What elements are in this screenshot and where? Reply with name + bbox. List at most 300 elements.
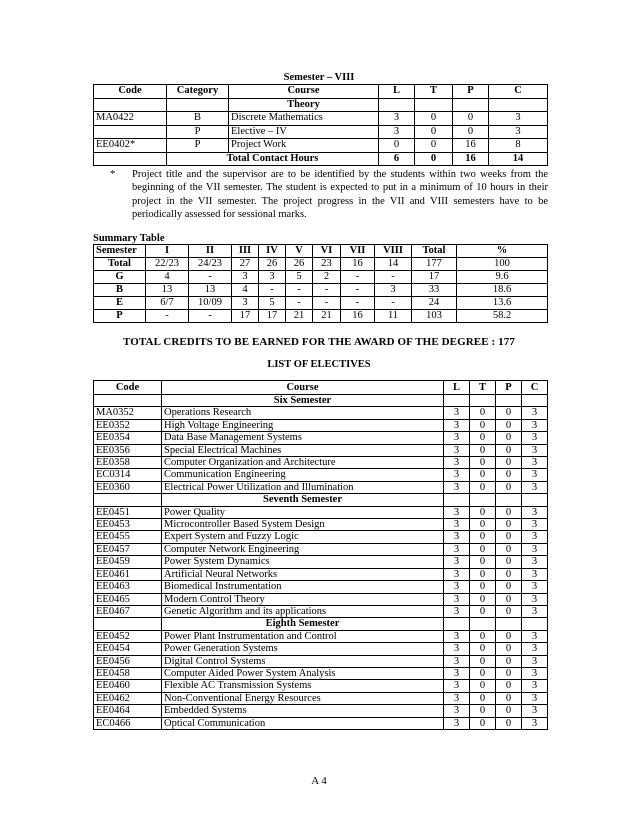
course-name: Power Generation Systems <box>162 643 444 655</box>
semester-section-row <box>94 395 548 407</box>
summary-header-cell: VII <box>341 245 375 258</box>
table-row <box>94 593 548 605</box>
summary-cell: - <box>313 284 341 297</box>
course-name: Operations Research <box>162 407 444 419</box>
course-l: 3 <box>444 581 470 593</box>
table-row <box>94 469 548 481</box>
course-t: 0 <box>470 407 496 419</box>
course-l: 3 <box>444 407 470 419</box>
course-c: 3 <box>522 556 548 568</box>
course-name: Discrete Mathematics <box>229 112 379 126</box>
course-name: Computer Network Engineering <box>162 543 444 555</box>
course-l: 3 <box>444 692 470 704</box>
course-c: 3 <box>522 444 548 456</box>
course-code: EE0458 <box>94 667 162 679</box>
summary-cell: 3 <box>259 271 286 284</box>
course-name: Communication Engineering <box>162 469 444 481</box>
summary-cell: 33 <box>412 284 457 297</box>
course-name: Computer Aided Power System Analysis <box>162 667 444 679</box>
course-l: 3 <box>444 444 470 456</box>
course-code: EE0467 <box>94 605 162 617</box>
footnote-marker: * <box>110 169 116 180</box>
col-header-l: L <box>379 85 415 99</box>
course-name: Genetic Algorithm and its applications <box>162 605 444 617</box>
course-c: 3 <box>522 692 548 704</box>
course-l: 3 <box>379 125 415 139</box>
summary-cell: 27 <box>232 258 259 271</box>
total-contact-hours-label: Total Contact Hours <box>167 152 379 166</box>
table-row <box>94 112 548 126</box>
course-p: 0 <box>496 444 522 456</box>
course-p: 0 <box>496 519 522 531</box>
course-t: 0 <box>470 481 496 493</box>
course-p: 0 <box>496 568 522 580</box>
course-c: 3 <box>489 125 548 139</box>
course-code: MA0352 <box>94 407 162 419</box>
course-p: 0 <box>496 531 522 543</box>
summary-cell: - <box>286 297 313 310</box>
course-c: 3 <box>522 593 548 605</box>
course-code: EE0457 <box>94 543 162 555</box>
course-c: 3 <box>522 481 548 493</box>
summary-cell: - <box>341 271 375 284</box>
course-l: 3 <box>444 605 470 617</box>
table-row <box>94 692 548 704</box>
footnote-text: Project title and the supervisor are to be identified by the students within two weeks from the beginning of the VII semester. The student is expected to put in a minimum of 10 hours in their project in the VII semester. The project progress in the VII and VIII semesters have to be periodically assessed for sessional marks. <box>132 169 548 220</box>
summary-header-cell: Semester <box>94 245 146 258</box>
summary-cell: 13 <box>189 284 232 297</box>
course-p: 0 <box>496 407 522 419</box>
table-row <box>94 630 548 642</box>
course-t: 0 <box>470 717 496 729</box>
summary-cell: Total <box>94 258 146 271</box>
course-c: 3 <box>522 581 548 593</box>
course-code: EE0456 <box>94 655 162 667</box>
project-footnote <box>110 168 548 221</box>
table-row <box>94 655 548 667</box>
course-l: 3 <box>444 643 470 655</box>
course-t: 0 <box>470 655 496 667</box>
col-header-course: Course <box>229 85 379 99</box>
course-c: 3 <box>522 543 548 555</box>
summary-cell: 177 <box>412 258 457 271</box>
table-row <box>94 444 548 456</box>
col-header-category: Category <box>167 85 229 99</box>
course-code: EE0462 <box>94 692 162 704</box>
course-code: EE0451 <box>94 506 162 518</box>
summary-header-cell: Total <box>412 245 457 258</box>
course-l: 3 <box>444 630 470 642</box>
course-p: 0 <box>453 125 489 139</box>
course-name: High Voltage Engineering <box>162 419 444 431</box>
summary-cell: - <box>189 271 232 284</box>
course-t: 0 <box>470 519 496 531</box>
semester-section-label: Six Semester <box>162 395 444 407</box>
course-category: P <box>167 139 229 153</box>
summary-cell: 18.6 <box>457 284 548 297</box>
summary-cell: 16 <box>341 258 375 271</box>
summary-row <box>94 284 548 297</box>
course-name: Non-Conventional Energy Resources <box>162 692 444 704</box>
course-t: 0 <box>470 419 496 431</box>
course-t: 0 <box>470 432 496 444</box>
summary-cell: 103 <box>412 310 457 323</box>
summary-cell: - <box>341 297 375 310</box>
col-header-t: T <box>415 85 453 99</box>
course-p: 0 <box>496 605 522 617</box>
empty-cell <box>444 494 470 506</box>
summary-header-cell: % <box>457 245 548 258</box>
empty-cell <box>496 494 522 506</box>
table-row <box>94 419 548 431</box>
course-c: 3 <box>522 667 548 679</box>
summary-cell: 24/23 <box>189 258 232 271</box>
col-header-code: Code <box>94 381 162 395</box>
summary-cell: - <box>341 284 375 297</box>
course-t: 0 <box>470 593 496 605</box>
table-row <box>94 531 548 543</box>
empty-cell <box>522 618 548 630</box>
electives-title: LIST OF ELECTIVES <box>267 359 371 370</box>
semester-section-row <box>94 494 548 506</box>
summary-cell: E <box>94 297 146 310</box>
course-l: 0 <box>379 139 415 153</box>
course-l: 3 <box>444 432 470 444</box>
course-code: EE0460 <box>94 680 162 692</box>
course-name: Optical Communication <box>162 717 444 729</box>
course-c: 3 <box>522 531 548 543</box>
course-c: 3 <box>522 519 548 531</box>
course-c: 3 <box>522 605 548 617</box>
section-row <box>94 98 548 112</box>
course-t: 0 <box>470 680 496 692</box>
table-row <box>94 568 548 580</box>
summary-header <box>94 245 548 258</box>
course-t: 0 <box>470 568 496 580</box>
course-c: 3 <box>489 112 548 126</box>
col-header-t: T <box>470 381 496 395</box>
table-row <box>94 457 548 469</box>
empty-cell <box>444 395 470 407</box>
summary-cell: 23 <box>313 258 341 271</box>
course-p: 0 <box>496 705 522 717</box>
course-t: 0 <box>470 605 496 617</box>
empty-cell <box>496 395 522 407</box>
course-code: EE0461 <box>94 568 162 580</box>
table-row <box>94 481 548 493</box>
course-p: 0 <box>496 630 522 642</box>
course-code <box>94 125 167 139</box>
course-t: 0 <box>470 667 496 679</box>
summary-cell: 100 <box>457 258 548 271</box>
course-c: 3 <box>522 457 548 469</box>
course-l: 3 <box>444 469 470 481</box>
course-c: 3 <box>522 655 548 667</box>
semester-section-row <box>94 618 548 630</box>
course-code: EE0455 <box>94 531 162 543</box>
course-t: 0 <box>470 444 496 456</box>
course-t: 0 <box>470 469 496 481</box>
summary-header-cell: I <box>146 245 189 258</box>
table-row <box>94 139 548 153</box>
course-l: 3 <box>444 457 470 469</box>
course-l: 3 <box>444 667 470 679</box>
table-row <box>94 667 548 679</box>
summary-cell: 24 <box>412 297 457 310</box>
course-code: EE0454 <box>94 643 162 655</box>
total-row <box>94 152 548 166</box>
total-credits-heading: TOTAL CREDITS TO BE EARNED FOR THE AWARD OF THE DEGREE : 177 <box>123 336 515 348</box>
course-l: 3 <box>444 481 470 493</box>
course-l: 3 <box>444 506 470 518</box>
course-p: 0 <box>496 432 522 444</box>
course-code: EE0453 <box>94 519 162 531</box>
course-c: 3 <box>522 643 548 655</box>
course-l: 3 <box>444 556 470 568</box>
summary-cell: 4 <box>232 284 259 297</box>
course-c: 3 <box>522 680 548 692</box>
course-p: 0 <box>496 643 522 655</box>
course-t: 0 <box>470 556 496 568</box>
course-name: Expert System and Fuzzy Logic <box>162 531 444 543</box>
course-c: 3 <box>522 407 548 419</box>
summary-table <box>93 244 548 323</box>
summary-header-cell: IV <box>259 245 286 258</box>
course-l: 3 <box>444 705 470 717</box>
summary-cell: - <box>259 284 286 297</box>
summary-table-title: Summary Table <box>93 233 165 244</box>
empty-cell <box>444 618 470 630</box>
summary-cell: 17 <box>412 271 457 284</box>
course-name: Flexible AC Transmission Systems <box>162 680 444 692</box>
course-p: 0 <box>496 667 522 679</box>
table-row <box>94 717 548 729</box>
summary-row <box>94 271 548 284</box>
summary-cell: - <box>146 310 189 323</box>
course-t: 0 <box>470 630 496 642</box>
summary-header-cell: VIII <box>375 245 412 258</box>
summary-cell: 17 <box>259 310 286 323</box>
course-l: 3 <box>444 531 470 543</box>
summary-cell: 21 <box>313 310 341 323</box>
course-l: 3 <box>444 593 470 605</box>
semester-viii-table <box>93 84 548 166</box>
summary-cell: 6/7 <box>146 297 189 310</box>
summary-cell: 13 <box>146 284 189 297</box>
course-name: Digital Control Systems <box>162 655 444 667</box>
electives-header <box>94 381 548 395</box>
course-p: 0 <box>496 543 522 555</box>
empty-cell <box>496 618 522 630</box>
course-l: 3 <box>444 419 470 431</box>
course-c: 3 <box>522 506 548 518</box>
table-row <box>94 543 548 555</box>
course-name: Power Quality <box>162 506 444 518</box>
course-p: 0 <box>453 112 489 126</box>
course-t: 0 <box>415 112 453 126</box>
course-p: 0 <box>496 481 522 493</box>
course-name: Modern Control Theory <box>162 593 444 605</box>
course-p: 0 <box>496 717 522 729</box>
course-p: 0 <box>496 469 522 481</box>
col-header-c: C <box>489 85 548 99</box>
summary-cell: 14 <box>375 258 412 271</box>
summary-cell: 5 <box>286 271 313 284</box>
course-category: B <box>167 112 229 126</box>
section-theory: Theory <box>229 98 379 112</box>
table-row <box>94 407 548 419</box>
total-t: 0 <box>415 152 453 166</box>
course-p: 0 <box>496 556 522 568</box>
course-l: 3 <box>444 543 470 555</box>
summary-cell: 2 <box>313 271 341 284</box>
course-t: 0 <box>415 139 453 153</box>
course-t: 0 <box>470 581 496 593</box>
course-name: Embedded Systems <box>162 705 444 717</box>
summary-cell: B <box>94 284 146 297</box>
course-c: 3 <box>522 469 548 481</box>
course-name: Elective – IV <box>229 125 379 139</box>
summary-cell: 3 <box>232 271 259 284</box>
course-code: EE0354 <box>94 432 162 444</box>
empty-cell <box>470 618 496 630</box>
summary-cell: 4 <box>146 271 189 284</box>
summary-cell: 16 <box>341 310 375 323</box>
col-header-p: P <box>453 85 489 99</box>
course-l: 3 <box>444 655 470 667</box>
course-code: EE0463 <box>94 581 162 593</box>
course-t: 0 <box>470 643 496 655</box>
course-p: 16 <box>453 139 489 153</box>
table-row <box>94 581 548 593</box>
course-t: 0 <box>470 692 496 704</box>
summary-row <box>94 297 548 310</box>
summary-cell: 21 <box>286 310 313 323</box>
table-row <box>94 125 548 139</box>
semester-title: Semester – VIII <box>283 72 355 83</box>
semester-section-label: Seventh Semester <box>162 494 444 506</box>
summary-cell: 26 <box>286 258 313 271</box>
summary-row <box>94 258 548 271</box>
course-p: 0 <box>496 680 522 692</box>
course-t: 0 <box>470 705 496 717</box>
course-c: 3 <box>522 432 548 444</box>
summary-cell: 17 <box>232 310 259 323</box>
course-code: EC0314 <box>94 469 162 481</box>
course-l: 3 <box>379 112 415 126</box>
course-p: 0 <box>496 593 522 605</box>
empty-cell <box>522 395 548 407</box>
course-code: EE0402* <box>94 139 167 153</box>
summary-cell: - <box>189 310 232 323</box>
summary-cell: 9.6 <box>457 271 548 284</box>
summary-header-cell: II <box>189 245 232 258</box>
course-code: EE0358 <box>94 457 162 469</box>
course-c: 3 <box>522 568 548 580</box>
summary-cell: 22/23 <box>146 258 189 271</box>
summary-cell: - <box>286 284 313 297</box>
table-row <box>94 705 548 717</box>
summary-cell: 13.6 <box>457 297 548 310</box>
summary-row <box>94 310 548 323</box>
course-p: 0 <box>496 419 522 431</box>
course-code: EE0356 <box>94 444 162 456</box>
empty-cell <box>470 395 496 407</box>
course-p: 0 <box>496 655 522 667</box>
summary-cell: 10/09 <box>189 297 232 310</box>
col-header-c: C <box>522 381 548 395</box>
course-name: Special Electrical Machines <box>162 444 444 456</box>
semester-table-header <box>94 85 548 99</box>
summary-cell: 58.2 <box>457 310 548 323</box>
col-header-code: Code <box>94 85 167 99</box>
course-t: 0 <box>470 543 496 555</box>
course-c: 3 <box>522 705 548 717</box>
summary-cell: 3 <box>375 284 412 297</box>
course-code: EE0452 <box>94 630 162 642</box>
table-row <box>94 643 548 655</box>
course-p: 0 <box>496 692 522 704</box>
empty-cell <box>94 494 162 506</box>
course-name: Power Plant Instrumentation and Control <box>162 630 444 642</box>
summary-header-cell: V <box>286 245 313 258</box>
course-code: EE0464 <box>94 705 162 717</box>
course-t: 0 <box>470 457 496 469</box>
total-p: 16 <box>453 152 489 166</box>
course-name: Electrical Power Utilization and Illumination <box>162 481 444 493</box>
course-category: P <box>167 125 229 139</box>
table-row <box>94 506 548 518</box>
table-row <box>94 519 548 531</box>
course-p: 0 <box>496 581 522 593</box>
col-header-l: L <box>444 381 470 395</box>
course-l: 3 <box>444 568 470 580</box>
course-p: 0 <box>496 506 522 518</box>
empty-cell <box>94 395 162 407</box>
table-row <box>94 605 548 617</box>
course-code: EC0466 <box>94 717 162 729</box>
course-c: 8 <box>489 139 548 153</box>
course-code: EE0465 <box>94 593 162 605</box>
summary-cell: 5 <box>259 297 286 310</box>
summary-cell: - <box>313 297 341 310</box>
course-name: Project Work <box>229 139 379 153</box>
total-c: 14 <box>489 152 548 166</box>
course-c: 3 <box>522 717 548 729</box>
semester-section-label: Eighth Semester <box>162 618 444 630</box>
empty-cell <box>470 494 496 506</box>
summary-cell: G <box>94 271 146 284</box>
empty-cell <box>94 618 162 630</box>
course-l: 3 <box>444 519 470 531</box>
summary-cell: 26 <box>259 258 286 271</box>
summary-header-cell: VI <box>313 245 341 258</box>
total-l: 6 <box>379 152 415 166</box>
summary-cell: - <box>375 271 412 284</box>
course-code: MA0422 <box>94 112 167 126</box>
course-p: 0 <box>496 457 522 469</box>
course-name: Biomedical Instrumentation <box>162 581 444 593</box>
col-header-p: P <box>496 381 522 395</box>
course-name: Computer Organization and Architecture <box>162 457 444 469</box>
table-row <box>94 556 548 568</box>
summary-header-cell: III <box>232 245 259 258</box>
electives-table <box>93 380 548 730</box>
summary-cell: - <box>375 297 412 310</box>
course-t: 0 <box>415 125 453 139</box>
course-c: 3 <box>522 419 548 431</box>
course-name: Artificial Neural Networks <box>162 568 444 580</box>
